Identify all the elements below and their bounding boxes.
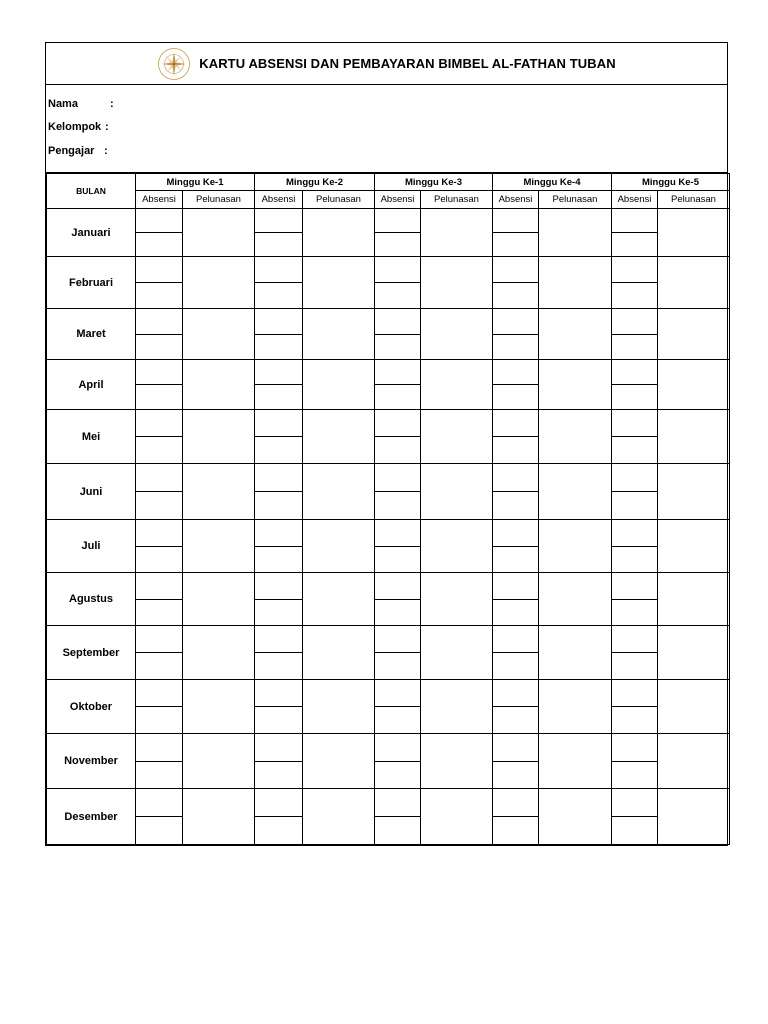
absensi-cell[interactable] (255, 520, 303, 547)
absensi-cell[interactable] (493, 492, 539, 520)
absensi-cell[interactable] (375, 653, 421, 680)
absensi-cell[interactable] (136, 573, 183, 600)
absensi-cell[interactable] (493, 762, 539, 789)
absensi-cell[interactable] (136, 360, 183, 385)
absensi-cell[interactable] (375, 309, 421, 335)
absensi-cell[interactable] (612, 573, 658, 600)
absensi-cell[interactable] (255, 233, 303, 257)
absensi-cell[interactable] (612, 410, 658, 437)
absensi-cell[interactable] (493, 209, 539, 233)
absensi-cell[interactable] (493, 257, 539, 283)
pelunasan-cell[interactable] (421, 520, 493, 573)
absensi-cell[interactable] (612, 789, 658, 817)
pelunasan-cell[interactable] (421, 573, 493, 626)
absensi-cell[interactable] (493, 233, 539, 257)
month-label: Februari (47, 257, 136, 309)
pelunasan-cell[interactable] (539, 626, 612, 680)
absensi-cell[interactable] (612, 817, 658, 845)
pelunasan-cell[interactable] (539, 410, 612, 464)
absensi-cell[interactable] (255, 573, 303, 600)
absensi-cell[interactable] (255, 547, 303, 573)
pelunasan-cell[interactable] (183, 257, 255, 309)
pelunasan-cell[interactable] (539, 789, 612, 845)
absensi-cell[interactable] (612, 762, 658, 789)
absensi-header: Absensi (493, 191, 539, 209)
pelunasan-cell[interactable] (421, 626, 493, 680)
absensi-cell[interactable] (612, 520, 658, 547)
pelunasan-cell[interactable] (539, 734, 612, 789)
absensi-cell[interactable] (255, 410, 303, 437)
month-label: Oktober (47, 680, 136, 734)
attendance-card (45, 42, 728, 846)
month-label: Januari (47, 209, 136, 257)
absensi-cell[interactable] (612, 707, 658, 734)
absensi-cell[interactable] (493, 573, 539, 600)
pelunasan-cell[interactable] (539, 257, 612, 309)
absensi-cell[interactable] (255, 626, 303, 653)
absensi-cell[interactable] (375, 257, 421, 283)
absensi-cell[interactable] (493, 817, 539, 845)
pelunasan-header: Pelunasan (303, 191, 375, 209)
absensi-cell[interactable] (493, 680, 539, 707)
pelunasan-cell[interactable] (539, 680, 612, 734)
week-header: Minggu Ke-2 (255, 174, 375, 191)
absensi-cell[interactable] (255, 707, 303, 734)
absensi-cell[interactable] (493, 547, 539, 573)
absensi-cell[interactable] (136, 410, 183, 437)
pelunasan-cell[interactable] (539, 573, 612, 626)
absensi-cell[interactable] (136, 680, 183, 707)
absensi-cell[interactable] (375, 360, 421, 385)
pelunasan-cell[interactable] (183, 734, 255, 789)
pelunasan-cell[interactable] (421, 309, 493, 360)
absensi-cell[interactable] (612, 600, 658, 626)
absensi-cell[interactable] (493, 410, 539, 437)
month-label: Juli (47, 520, 136, 573)
absensi-cell[interactable] (375, 464, 421, 492)
pelunasan-cell[interactable] (303, 520, 375, 573)
absensi-cell[interactable] (375, 233, 421, 257)
absensi-cell[interactable] (493, 437, 539, 464)
absensi-cell[interactable] (493, 707, 539, 734)
absensi-cell[interactable] (375, 680, 421, 707)
absensi-cell[interactable] (375, 707, 421, 734)
week-header: Minggu Ke-3 (375, 174, 493, 191)
absensi-cell[interactable] (493, 335, 539, 360)
pelunasan-cell[interactable] (183, 789, 255, 845)
absensi-cell[interactable] (612, 680, 658, 707)
absensi-header: Absensi (255, 191, 303, 209)
absensi-cell[interactable] (612, 385, 658, 410)
absensi-cell[interactable] (136, 789, 183, 817)
pelunasan-cell[interactable] (658, 410, 730, 464)
absensi-cell[interactable] (493, 520, 539, 547)
absensi-cell[interactable] (255, 283, 303, 309)
absensi-cell[interactable] (136, 626, 183, 653)
absensi-cell[interactable] (255, 653, 303, 680)
pelunasan-cell[interactable] (539, 360, 612, 410)
absensi-cell[interactable] (375, 520, 421, 547)
pelunasan-header: Pelunasan (183, 191, 255, 209)
absensi-cell[interactable] (136, 209, 183, 233)
absensi-cell[interactable] (493, 653, 539, 680)
info-kelompok (48, 121, 109, 133)
student-info (46, 85, 727, 173)
absensi-cell[interactable] (255, 762, 303, 789)
info-colon: : (105, 121, 109, 133)
absensi-cell[interactable] (255, 335, 303, 360)
absensi-cell[interactable] (136, 653, 183, 680)
pelunasan-cell[interactable] (421, 360, 493, 410)
absensi-cell[interactable] (255, 734, 303, 762)
pelunasan-cell[interactable] (421, 680, 493, 734)
absensi-cell[interactable] (136, 335, 183, 360)
card-header (46, 43, 727, 85)
absensi-cell[interactable] (136, 600, 183, 626)
month-label: Maret (47, 309, 136, 360)
info-nama (48, 98, 114, 110)
absensi-cell[interactable] (375, 789, 421, 817)
absensi-cell[interactable] (255, 360, 303, 385)
pelunasan-cell[interactable] (421, 257, 493, 309)
month-label: April (47, 360, 136, 410)
absensi-cell[interactable] (375, 410, 421, 437)
absensi-cell[interactable] (136, 520, 183, 547)
pelunasan-cell[interactable] (539, 309, 612, 360)
absensi-cell[interactable] (493, 464, 539, 492)
month-label: Mei (47, 410, 136, 464)
absensi-cell[interactable] (375, 492, 421, 520)
absensi-cell[interactable] (136, 385, 183, 410)
absensi-cell[interactable] (493, 283, 539, 309)
pelunasan-cell[interactable] (303, 309, 375, 360)
absensi-cell[interactable] (136, 283, 183, 309)
info-colon: : (110, 98, 114, 110)
pelunasan-cell[interactable] (658, 464, 730, 520)
absensi-cell[interactable] (136, 734, 183, 762)
absensi-cell[interactable] (375, 817, 421, 845)
absensi-cell[interactable] (136, 547, 183, 573)
absensi-cell[interactable] (493, 626, 539, 653)
absensi-cell[interactable] (375, 600, 421, 626)
absensi-cell[interactable] (375, 437, 421, 464)
month-label: September (47, 626, 136, 680)
compass-rose-logo (157, 47, 191, 81)
bulan-header: BULAN (47, 174, 136, 209)
pelunasan-header: Pelunasan (658, 191, 730, 209)
week-header: Minggu Ke-4 (493, 174, 612, 191)
week-header: Minggu Ke-1 (136, 174, 255, 191)
pelunasan-header: Pelunasan (539, 191, 612, 209)
absensi-cell[interactable] (375, 335, 421, 360)
month-label: Juni (47, 464, 136, 520)
pelunasan-header: Pelunasan (421, 191, 493, 209)
pelunasan-cell[interactable] (303, 464, 375, 520)
pelunasan-cell[interactable] (303, 360, 375, 410)
absensi-cell[interactable] (255, 385, 303, 410)
absensi-cell[interactable] (493, 360, 539, 385)
absensi-cell[interactable] (612, 209, 658, 233)
absensi-cell[interactable] (612, 734, 658, 762)
absensi-header: Absensi (612, 191, 658, 209)
absensi-cell[interactable] (612, 492, 658, 520)
absensi-cell[interactable] (255, 492, 303, 520)
pelunasan-cell[interactable] (183, 680, 255, 734)
info-label: Pengajar (48, 145, 95, 157)
absensi-cell[interactable] (612, 626, 658, 653)
pelunasan-cell[interactable] (183, 626, 255, 680)
card-title: KARTU ABSENSI DAN PEMBAYARAN BIMBEL AL-FATHAN TUBAN (199, 56, 616, 71)
pelunasan-cell[interactable] (303, 734, 375, 789)
month-label: Agustus (47, 573, 136, 626)
absensi-cell[interactable] (375, 762, 421, 789)
pelunasan-cell[interactable] (658, 209, 730, 257)
pelunasan-cell[interactable] (421, 464, 493, 520)
absensi-cell[interactable] (375, 283, 421, 309)
pelunasan-cell[interactable] (658, 520, 730, 573)
absensi-cell[interactable] (493, 734, 539, 762)
absensi-cell[interactable] (612, 257, 658, 283)
absensi-cell[interactable] (255, 437, 303, 464)
pelunasan-cell[interactable] (658, 360, 730, 410)
absensi-cell[interactable] (493, 789, 539, 817)
month-label: Desember (47, 789, 136, 845)
absensi-cell[interactable] (375, 573, 421, 600)
absensi-cell[interactable] (612, 360, 658, 385)
pelunasan-cell[interactable] (183, 360, 255, 410)
absensi-cell[interactable] (375, 626, 421, 653)
pelunasan-cell[interactable] (303, 573, 375, 626)
pelunasan-cell[interactable] (183, 520, 255, 573)
pelunasan-cell[interactable] (658, 257, 730, 309)
pelunasan-cell[interactable] (658, 309, 730, 360)
absensi-cell[interactable] (255, 464, 303, 492)
info-label: Nama (48, 98, 78, 110)
info-colon: : (104, 145, 108, 157)
absensi-cell[interactable] (612, 335, 658, 360)
absensi-cell[interactable] (375, 734, 421, 762)
pelunasan-cell[interactable] (303, 789, 375, 845)
attendance-table (46, 173, 730, 845)
absensi-cell[interactable] (136, 492, 183, 520)
pelunasan-cell[interactable] (303, 257, 375, 309)
absensi-cell[interactable] (612, 309, 658, 335)
absensi-cell[interactable] (255, 817, 303, 845)
absensi-cell[interactable] (255, 600, 303, 626)
absensi-cell[interactable] (255, 680, 303, 707)
absensi-cell[interactable] (136, 233, 183, 257)
absensi-cell[interactable] (375, 209, 421, 233)
info-label: Kelompok (48, 121, 102, 133)
pelunasan-cell[interactable] (421, 734, 493, 789)
pelunasan-cell[interactable] (421, 410, 493, 464)
pelunasan-cell[interactable] (539, 464, 612, 520)
absensi-cell[interactable] (375, 385, 421, 410)
month-label: November (47, 734, 136, 789)
info-pengajar (48, 145, 108, 157)
absensi-cell[interactable] (255, 309, 303, 335)
absensi-cell[interactable] (612, 233, 658, 257)
absensi-cell[interactable] (136, 817, 183, 845)
pelunasan-cell[interactable] (421, 789, 493, 845)
absensi-cell[interactable] (136, 464, 183, 492)
absensi-cell[interactable] (612, 464, 658, 492)
pelunasan-cell[interactable] (539, 520, 612, 573)
absensi-cell[interactable] (136, 707, 183, 734)
absensi-cell[interactable] (136, 762, 183, 789)
absensi-cell[interactable] (612, 283, 658, 309)
absensi-cell[interactable] (255, 209, 303, 233)
pelunasan-cell[interactable] (183, 410, 255, 464)
pelunasan-cell[interactable] (183, 209, 255, 257)
absensi-cell[interactable] (612, 653, 658, 680)
absensi-cell[interactable] (136, 309, 183, 335)
pelunasan-cell[interactable] (183, 573, 255, 626)
pelunasan-cell[interactable] (303, 680, 375, 734)
absensi-cell[interactable] (375, 547, 421, 573)
absensi-cell[interactable] (255, 257, 303, 283)
pelunasan-cell[interactable] (183, 464, 255, 520)
absensi-cell[interactable] (493, 600, 539, 626)
pelunasan-cell[interactable] (303, 410, 375, 464)
absensi-header: Absensi (375, 191, 421, 209)
pelunasan-cell[interactable] (658, 573, 730, 626)
absensi-cell[interactable] (612, 547, 658, 573)
pelunasan-cell[interactable] (183, 309, 255, 360)
absensi-cell[interactable] (493, 309, 539, 335)
pelunasan-cell[interactable] (658, 789, 730, 845)
pelunasan-cell[interactable] (303, 209, 375, 257)
pelunasan-cell[interactable] (303, 626, 375, 680)
pelunasan-cell[interactable] (658, 680, 730, 734)
absensi-cell[interactable] (136, 257, 183, 283)
pelunasan-cell[interactable] (658, 626, 730, 680)
pelunasan-cell[interactable] (539, 209, 612, 257)
week-header: Minggu Ke-5 (612, 174, 730, 191)
absensi-cell[interactable] (255, 789, 303, 817)
absensi-cell[interactable] (493, 385, 539, 410)
pelunasan-cell[interactable] (421, 209, 493, 257)
absensi-cell[interactable] (136, 437, 183, 464)
absensi-cell[interactable] (612, 437, 658, 464)
absensi-header: Absensi (136, 191, 183, 209)
pelunasan-cell[interactable] (658, 734, 730, 789)
